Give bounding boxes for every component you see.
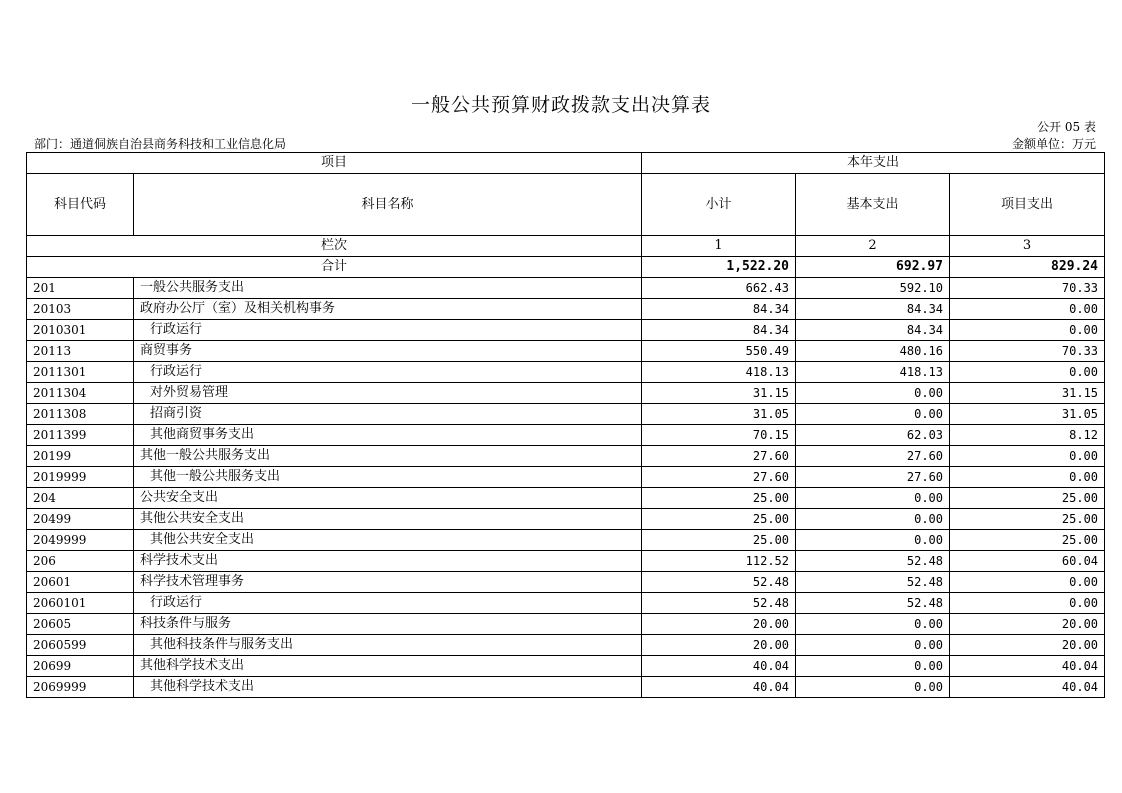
row-name: 科技条件与服务 (134, 614, 642, 635)
row-code: 20699 (27, 656, 134, 677)
row-subtotal: 31.05 (642, 404, 796, 425)
table-row (27, 446, 1105, 467)
row-basic: 0.00 (796, 488, 950, 509)
total-row (27, 257, 1105, 278)
row-basic: 0.00 (796, 614, 950, 635)
header-code: 科目代码 (27, 174, 134, 236)
header-basic: 基本支出 (796, 174, 950, 236)
row-code: 20113 (27, 341, 134, 362)
row-name: 行政运行 (134, 593, 642, 614)
row-basic: 52.48 (796, 593, 950, 614)
table-row (27, 656, 1105, 677)
row-subtotal: 662.43 (642, 278, 796, 299)
row-basic: 480.16 (796, 341, 950, 362)
table-row (27, 404, 1105, 425)
header-row-1 (27, 153, 1105, 174)
header-current-year: 本年支出 (642, 153, 1105, 174)
header-name: 科目名称 (134, 174, 642, 236)
department-label: 部门：通道侗族自治县商务科技和工业信息化局 (34, 137, 287, 151)
column-index-row (27, 236, 1105, 257)
row-name: 行政运行 (134, 362, 642, 383)
row-project: 40.04 (950, 677, 1105, 698)
row-code: 20199 (27, 446, 134, 467)
row-subtotal: 40.04 (642, 656, 796, 677)
row-name: 政府办公厅（室）及相关机构事务 (134, 299, 642, 320)
row-name: 商贸事务 (134, 341, 642, 362)
row-code: 2060599 (27, 635, 134, 656)
row-subtotal: 20.00 (642, 614, 796, 635)
row-name: 行政运行 (134, 320, 642, 341)
row-code: 20605 (27, 614, 134, 635)
row-project: 0.00 (950, 572, 1105, 593)
row-subtotal: 112.52 (642, 551, 796, 572)
row-subtotal: 418.13 (642, 362, 796, 383)
table-row (27, 320, 1105, 341)
table-row (27, 572, 1105, 593)
row-code: 206 (27, 551, 134, 572)
row-name: 其他科学技术支出 (134, 656, 642, 677)
row-subtotal: 25.00 (642, 509, 796, 530)
row-subtotal: 52.48 (642, 593, 796, 614)
row-name: 公共安全支出 (134, 488, 642, 509)
row-subtotal: 27.60 (642, 446, 796, 467)
form-number: 公开 05 表 (1037, 120, 1096, 134)
table-row (27, 467, 1105, 488)
row-code: 20103 (27, 299, 134, 320)
row-basic: 84.34 (796, 320, 950, 341)
row-name: 科学技术支出 (134, 551, 642, 572)
row-code: 20499 (27, 509, 134, 530)
row-basic: 27.60 (796, 446, 950, 467)
row-code: 2011301 (27, 362, 134, 383)
row-code: 2019999 (27, 467, 134, 488)
total-basic: 692.97 (796, 257, 950, 278)
row-basic: 0.00 (796, 656, 950, 677)
header-item: 项目 (27, 153, 642, 174)
row-subtotal: 84.34 (642, 320, 796, 341)
row-subtotal: 84.34 (642, 299, 796, 320)
table-row (27, 530, 1105, 551)
row-project: 20.00 (950, 614, 1105, 635)
row-basic: 418.13 (796, 362, 950, 383)
column-index-1: 1 (642, 236, 796, 257)
row-project: 0.00 (950, 320, 1105, 341)
row-subtotal: 25.00 (642, 488, 796, 509)
row-subtotal: 31.15 (642, 383, 796, 404)
row-code: 201 (27, 278, 134, 299)
table-row (27, 341, 1105, 362)
row-code: 2010301 (27, 320, 134, 341)
row-project: 0.00 (950, 467, 1105, 488)
row-project: 70.33 (950, 341, 1105, 362)
header-subtotal: 小计 (642, 174, 796, 236)
row-project: 40.04 (950, 656, 1105, 677)
table-row (27, 593, 1105, 614)
table-row (27, 614, 1105, 635)
row-basic: 27.60 (796, 467, 950, 488)
row-project: 0.00 (950, 299, 1105, 320)
row-basic: 0.00 (796, 530, 950, 551)
row-project: 8.12 (950, 425, 1105, 446)
table-row (27, 425, 1105, 446)
row-project: 25.00 (950, 530, 1105, 551)
header-row-2 (27, 174, 1105, 236)
row-name: 其他一般公共服务支出 (134, 446, 642, 467)
header-project: 项目支出 (950, 174, 1105, 236)
table-row (27, 278, 1105, 299)
row-name: 一般公共服务支出 (134, 278, 642, 299)
total-project: 829.24 (950, 257, 1105, 278)
column-index-2: 2 (796, 236, 950, 257)
row-basic: 62.03 (796, 425, 950, 446)
row-project: 20.00 (950, 635, 1105, 656)
page-title: 一般公共预算财政拨款支出决算表 (410, 94, 711, 116)
row-name: 其他公共安全支出 (134, 509, 642, 530)
row-code: 2069999 (27, 677, 134, 698)
row-code: 2011304 (27, 383, 134, 404)
row-basic: 84.34 (796, 299, 950, 320)
row-project: 0.00 (950, 362, 1105, 383)
row-project: 25.00 (950, 488, 1105, 509)
row-basic: 0.00 (796, 383, 950, 404)
row-subtotal: 550.49 (642, 341, 796, 362)
row-project: 70.33 (950, 278, 1105, 299)
table-row (27, 299, 1105, 320)
row-project: 31.15 (950, 383, 1105, 404)
row-basic: 592.10 (796, 278, 950, 299)
row-project: 60.04 (950, 551, 1105, 572)
table-row (27, 509, 1105, 530)
row-name: 其他科学技术支出 (134, 677, 642, 698)
row-name: 招商引资 (134, 404, 642, 425)
row-basic: 52.48 (796, 551, 950, 572)
row-name: 其他商贸事务支出 (134, 425, 642, 446)
row-subtotal: 20.00 (642, 635, 796, 656)
total-label: 合计 (27, 257, 642, 278)
table-row (27, 551, 1105, 572)
table-row (27, 383, 1105, 404)
row-project: 0.00 (950, 446, 1105, 467)
row-basic: 52.48 (796, 572, 950, 593)
row-project: 0.00 (950, 593, 1105, 614)
row-project: 25.00 (950, 509, 1105, 530)
row-name: 其他科技条件与服务支出 (134, 635, 642, 656)
table-row (27, 362, 1105, 383)
row-basic: 0.00 (796, 509, 950, 530)
table-row (27, 488, 1105, 509)
row-name: 其他一般公共服务支出 (134, 467, 642, 488)
row-code: 20601 (27, 572, 134, 593)
row-name: 对外贸易管理 (134, 383, 642, 404)
row-code: 2011399 (27, 425, 134, 446)
row-name: 其他公共安全支出 (134, 530, 642, 551)
expenditure-table (26, 152, 1105, 698)
row-project: 31.05 (950, 404, 1105, 425)
row-subtotal: 52.48 (642, 572, 796, 593)
row-subtotal: 25.00 (642, 530, 796, 551)
row-basic: 0.00 (796, 635, 950, 656)
table-row (27, 677, 1105, 698)
row-subtotal: 40.04 (642, 677, 796, 698)
row-name: 科学技术管理事务 (134, 572, 642, 593)
row-basic: 0.00 (796, 404, 950, 425)
row-code: 2011308 (27, 404, 134, 425)
row-code: 2060101 (27, 593, 134, 614)
row-basic: 0.00 (796, 677, 950, 698)
row-code: 204 (27, 488, 134, 509)
column-index-3: 3 (950, 236, 1105, 257)
column-label: 栏次 (27, 236, 642, 257)
row-subtotal: 70.15 (642, 425, 796, 446)
row-code: 2049999 (27, 530, 134, 551)
total-subtotal: 1,522.20 (642, 257, 796, 278)
unit-label: 金额单位：万元 (1011, 137, 1096, 151)
table-row (27, 635, 1105, 656)
row-subtotal: 27.60 (642, 467, 796, 488)
